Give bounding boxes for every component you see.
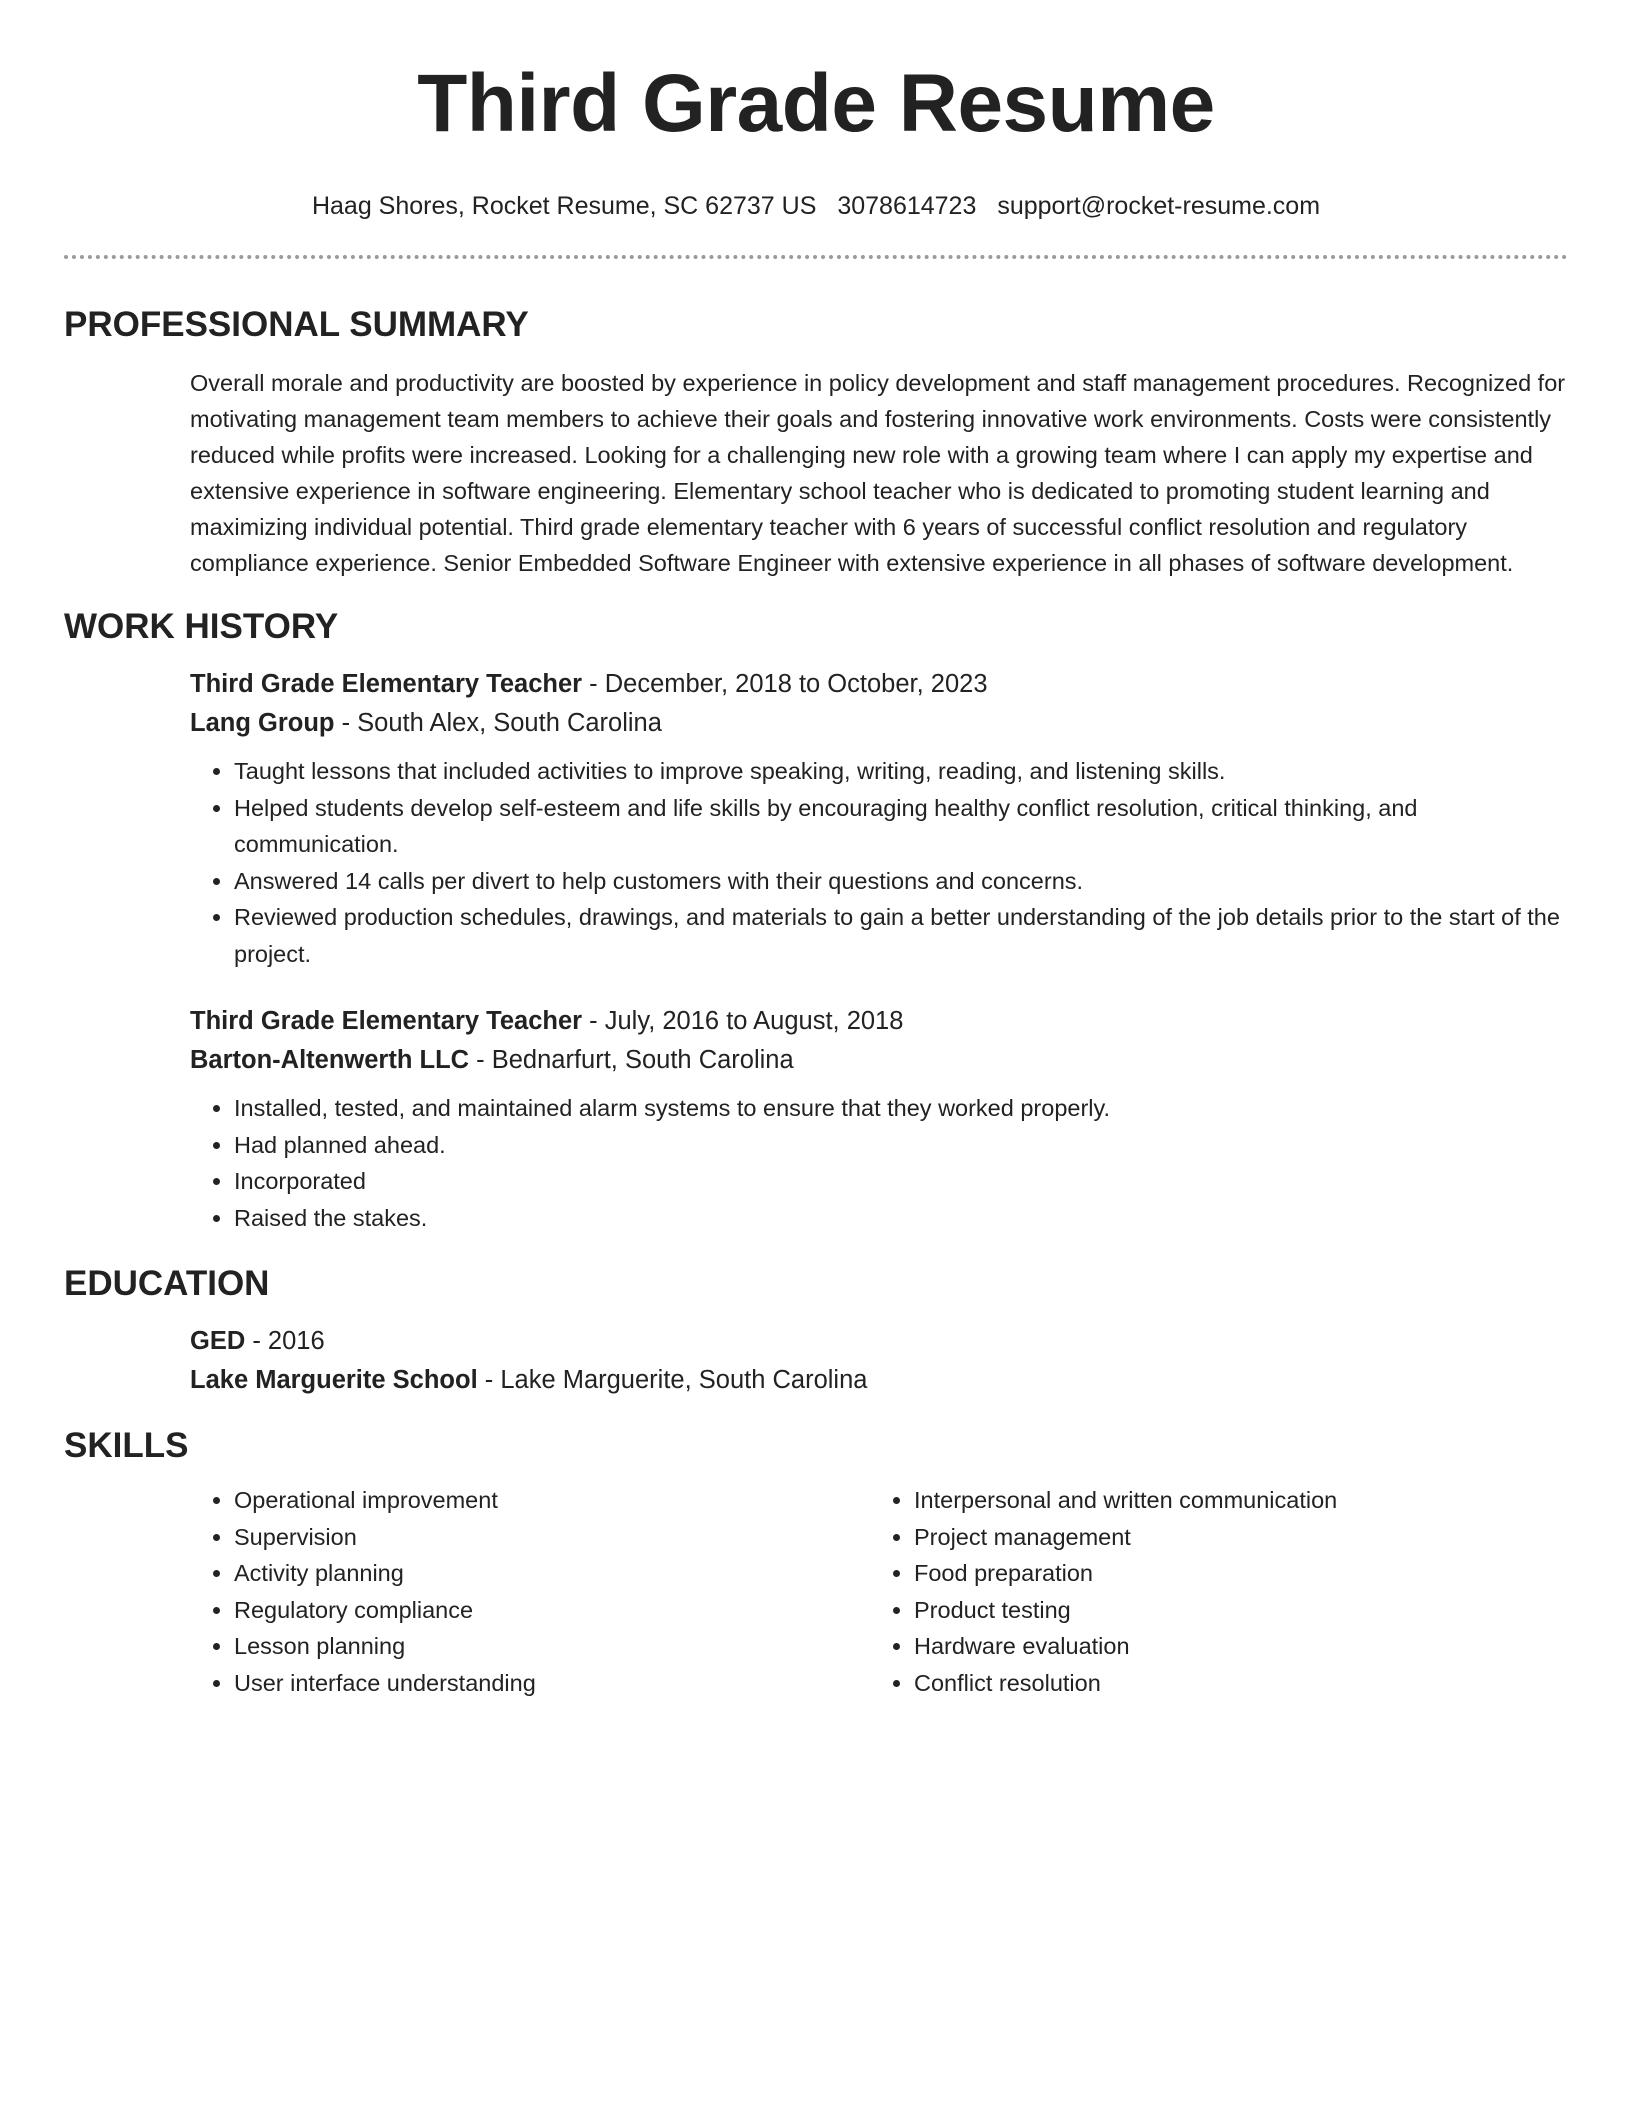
list-item: • Supervision — [234, 1519, 870, 1556]
skills-title: SKILLS — [64, 1426, 189, 1465]
job-company: Barton-Altenwerth LLC — [190, 1046, 470, 1074]
summary-title: PROFESSIONAL SUMMARY — [64, 305, 529, 344]
skills-column-left — [190, 1482, 870, 1701]
list-item: • Operational improvement — [234, 1482, 870, 1519]
summary-body — [190, 365, 1568, 581]
degree-line — [190, 1322, 1568, 1361]
list-item: • Project management — [914, 1519, 1550, 1556]
contact-phone: 3078614723 — [837, 192, 977, 220]
job-bullets — [190, 1090, 1568, 1236]
list-item: • Incorporated — [234, 1163, 1568, 1200]
contact-email: support@rocket-resume.com — [997, 192, 1321, 220]
job-title-line — [190, 1002, 1568, 1041]
school-line — [190, 1361, 1568, 1400]
list-item: • User interface understanding — [234, 1665, 870, 1702]
list-item: • Hardware evaluation — [914, 1628, 1550, 1665]
list-item: • Reviewed production schedules, drawings, and materials to gain a better understanding of the job details prior to the start of the project. — [234, 899, 1568, 972]
job-location: - Bednarfurt, South Carolina — [469, 1046, 794, 1074]
degree-year: - 2016 — [245, 1327, 325, 1355]
skills-section — [64, 1424, 1568, 1701]
resume-name: Third Grade Resume — [417, 58, 1215, 149]
job-dates: - December, 2018 to October, 2023 — [582, 670, 988, 698]
work-history-title: WORK HISTORY — [64, 607, 339, 646]
work-history-section — [64, 605, 1568, 1236]
summary-section — [64, 303, 1568, 581]
resume-page — [64, 0, 1568, 1701]
job-company-line — [190, 704, 1568, 743]
degree: GED — [190, 1327, 246, 1355]
list-item: • Answered 14 calls per divert to help customers with their questions and concerns. — [234, 863, 1568, 900]
education-title: EDUCATION — [64, 1264, 270, 1303]
job-company: Lang Group — [190, 709, 335, 737]
school-name: Lake Marguerite School — [190, 1366, 478, 1394]
list-item: • Activity planning — [234, 1555, 870, 1592]
job-location: - South Alex, South Carolina — [334, 709, 662, 737]
skills-list-right — [870, 1482, 1550, 1701]
contact-line — [64, 190, 1568, 222]
summary-text: Overall morale and productivity are boosted by experience in policy development and staff management procedures. Recognized for motivating management team members to achieve their goals and fostering innovative work environments. Costs were consistently reduced while profits were increased. Looking for a challenging new role with a growing team where I can apply my expertise and extensive experience in software engineering. Elementary school teacher who is dedicated to promoting student learning and maximizing individual potential. Third grade elementary teacher with 6 years of successful conflict resolution and regulatory compliance experience. Senior Embedded Software Engineer with extensive experience in all phases of software development. — [190, 370, 1566, 576]
work-history-body — [190, 665, 1568, 1236]
education-section — [64, 1262, 1568, 1400]
job-entry — [190, 665, 1568, 972]
header-divider — [64, 255, 1568, 259]
job-company-line — [190, 1041, 1568, 1080]
job-role: Third Grade Elementary Teacher — [190, 670, 583, 698]
school-location: - Lake Marguerite, South Carolina — [477, 1366, 868, 1394]
list-item: • Taught lessons that included activities to improve speaking, writing, reading, and listening skills. — [234, 753, 1568, 790]
list-item: • Interpersonal and written communication — [914, 1482, 1550, 1519]
job-dates: - July, 2016 to August, 2018 — [582, 1007, 904, 1035]
list-item: • Raised the stakes. — [234, 1200, 1568, 1237]
list-item: • Installed, tested, and maintained alarm systems to ensure that they worked properly. — [234, 1090, 1568, 1127]
list-item: • Lesson planning — [234, 1628, 870, 1665]
list-item: • Food preparation — [914, 1555, 1550, 1592]
contact-address: Haag Shores, Rocket Resume, SC 62737 US — [311, 192, 817, 220]
skills-list-left — [190, 1482, 870, 1701]
education-body — [190, 1322, 1568, 1400]
job-role: Third Grade Elementary Teacher — [190, 1007, 583, 1035]
job-bullets — [190, 753, 1568, 972]
skills-column-right — [870, 1482, 1550, 1701]
list-item: • Helped students develop self-esteem and life skills by encouraging healthy conflict resolution, critical thinking, and communication. — [234, 790, 1568, 863]
job-title-line — [190, 665, 1568, 704]
skills-grid — [190, 1482, 1568, 1701]
list-item: • Regulatory compliance — [234, 1592, 870, 1629]
resume-header — [64, 0, 1568, 259]
list-item: • Product testing — [914, 1592, 1550, 1629]
list-item: • Had planned ahead. — [234, 1127, 1568, 1164]
job-entry — [190, 1002, 1568, 1236]
list-item: • Conflict resolution — [914, 1665, 1550, 1702]
